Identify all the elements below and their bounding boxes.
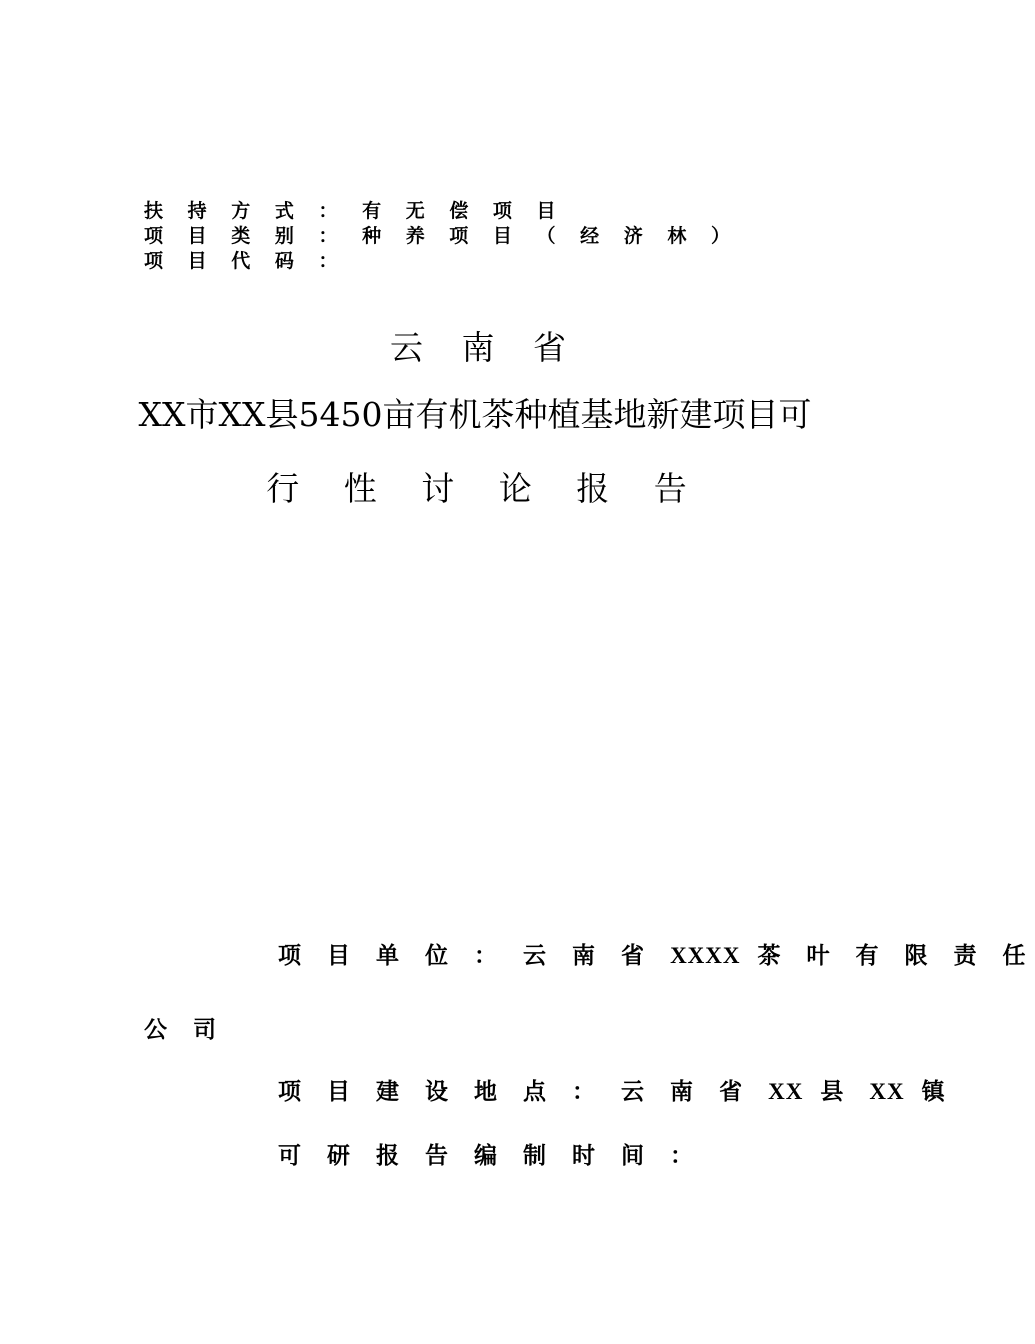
site-town-placeholder: XX xyxy=(869,1079,905,1104)
report-title-line-1 xyxy=(0,393,950,437)
title-county-suffix: 县 xyxy=(265,395,299,434)
project-unit-rest: 茶 叶 有 限 责 任 xyxy=(740,943,1035,969)
project-unit-continuation: 公 司 xyxy=(144,1017,226,1043)
site-town-suffix: 镇 xyxy=(904,1079,954,1105)
site-county-placeholder: XX xyxy=(768,1079,804,1104)
title-area-number: 5450 xyxy=(298,395,383,434)
compile-time-line: 可 研 报 告 编 制 时 间 ： xyxy=(278,1143,703,1169)
province-heading: 云 南 省 xyxy=(390,328,580,367)
project-unit-placeholder: XXXX xyxy=(670,943,741,968)
construction-site-label: 项 目 建 设 地 点 ： 云 南 省 xyxy=(278,1079,769,1105)
project-category-line: 项 目 类 别 ： 种 养 项 目 （ 经 济 林 ） xyxy=(144,225,739,247)
construction-site-line xyxy=(278,1077,954,1107)
support-mode-line: 扶 持 方 式 ： 有 无 偿 项 目 xyxy=(144,200,565,222)
report-title-line-2: 行 性 讨 论 报 告 xyxy=(266,469,704,508)
site-county-suffix: 县 xyxy=(803,1079,870,1105)
project-unit-line xyxy=(278,941,1035,971)
title-project-name: 亩有机茶种植基地新建项目可 xyxy=(382,395,812,434)
title-city-suffix: 市 xyxy=(185,395,219,434)
project-code-line: 项 目 代 码 ： xyxy=(144,250,347,272)
title-county-placeholder: XX xyxy=(218,395,266,434)
title-city-placeholder: XX xyxy=(138,395,186,434)
project-unit-label: 项 目 单 位 ： 云 南 省 xyxy=(278,943,671,969)
